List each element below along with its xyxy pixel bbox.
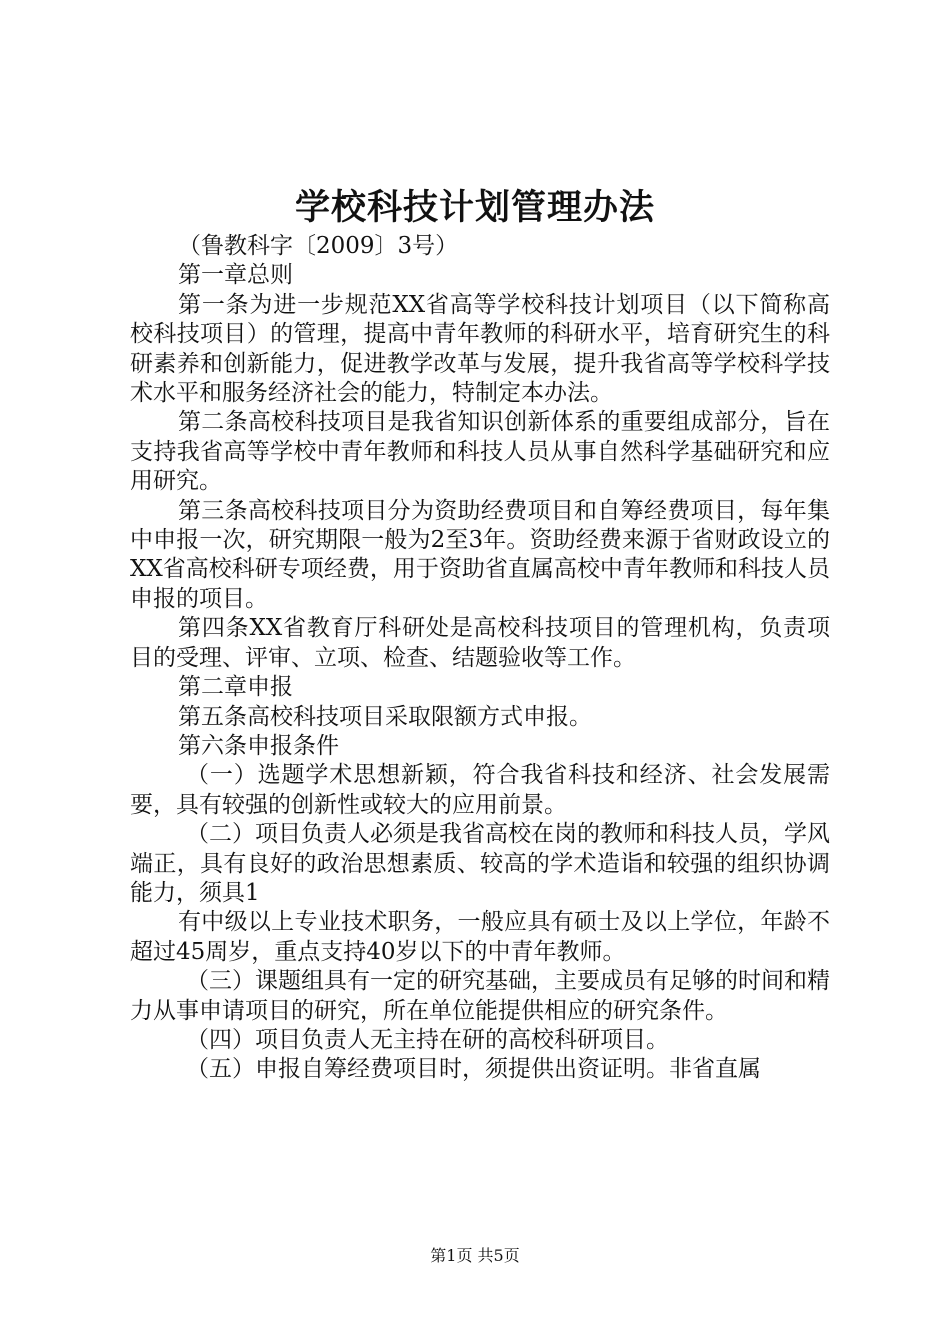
article-paragraph: 第三条高校科技项目分为资助经费项目和自筹经费项目，每年集中申报一次，研究期限一般为2至3年。资助经费来源于省财政设立的XX省高校科研专项经费，用于资助省直属高校中青年教师和科技人员申报的项目。: [130, 497, 830, 612]
condition-item-continued: 有中级以上专业技术职务，一般应具有硕士及以上学位，年龄不超过45周岁，重点支持40岁以下的中青年教师。: [130, 909, 830, 965]
document-title: 学校科技计划管理办法: [294, 187, 655, 228]
condition-item: （五）申报自筹经费项目时，须提供出资证明。非省直属: [186, 1056, 761, 1083]
condition-item: （二）项目负责人必须是我省高校在岗的教师和科技人员，学风端正，具有良好的政治思想素质、较高的学术造诣和较强的组织协调能力，须具1: [130, 821, 830, 906]
article-paragraph: 第四条XX省教育厅科研处是高校科技项目的管理机构，负责项目的受理、评审、立项、检查、结题验收等工作。: [130, 615, 830, 671]
document-body: [130, 232, 830, 1085]
document-number: （鲁教科字〔2009〕3号）: [178, 233, 459, 259]
article-paragraph: 第二条高校科技项目是我省知识创新体系的重要组成部分，旨在支持我省高等学校中青年教师和科技人员从事自然科学基础研究和应用研究。: [130, 409, 830, 495]
condition-item: （四）项目负责人无主持在研的高校科研项目。: [186, 1026, 669, 1053]
article-paragraph: 第一条为进一步规范XX省高等学校科技计划项目（以下简称高校科技项目）的管理，提高中青年教师的科研水平，培育研究生的科研素养和创新能力，促进教学改革与发展，提升我省高等学校科学技术水平和服务经济社会的能力，特制定本办法。: [130, 291, 830, 407]
article-paragraph: 第五条高校科技项目采取限额方式申报。: [178, 703, 592, 730]
condition-item: （一）选题学术思想新颖，符合我省科技和经济、社会发展需要，具有较强的创新性或较大的应用前景。: [130, 762, 830, 818]
condition-item: （三）课题组具有一定的研究基础，主要成员有足够的时间和精力从事申请项目的研究，所在单位能提供相应的研究条件。: [130, 968, 830, 1024]
page-indicator: 第1页 共5页: [430, 1246, 520, 1265]
chapter-heading: 第二章申报: [178, 674, 293, 701]
article-paragraph: 第六条申报条件: [178, 732, 339, 759]
chapter-heading: 第一章总则: [178, 262, 293, 289]
